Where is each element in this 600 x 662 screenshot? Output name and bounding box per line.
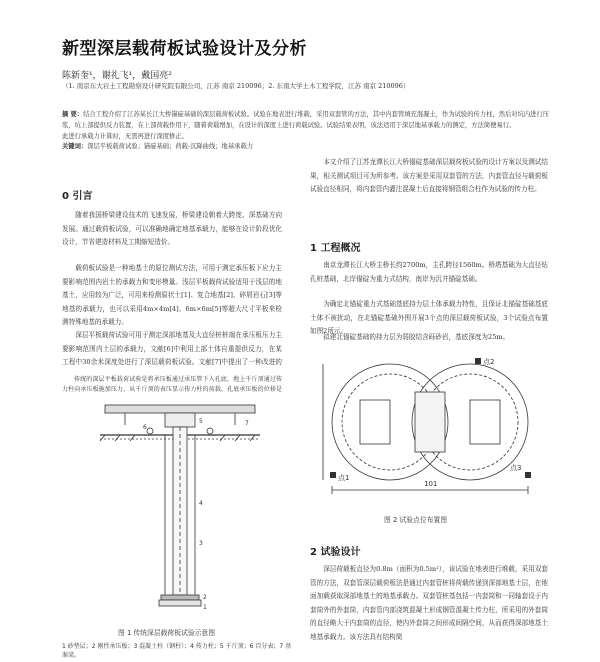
section-1-paragraph-3: 拟建北锚碇基础的持力层为弱胶结含砾砂岩，基底深度为25m。 (323, 333, 510, 341)
section-1-paragraph-2: 为确定北锚碇重力式基础基底持力层土体承载力特性，且保证北锚碇基础基底土体不被扰动，在北锚碇基础外围开展3个点的深层载荷板试验，3个试验点布置如图2所示。 (310, 300, 548, 336)
svg-text:3: 3 (199, 540, 203, 547)
svg-text:4: 4 (199, 500, 203, 507)
keywords-label: 关键词： (62, 143, 88, 150)
abstract (62, 109, 552, 142)
right-paragraph-intro: 本文介绍了江苏龙潭长江大桥锚碇基础深层载荷板试验的设计方案以及测试结果，相关测试项目可为所参考。该方案是采用双套管的方法，内套管直径与载荷板试验直径相同，将内套管内灌注混凝土后直接将钢管组合柱作为试验的传力柱。 (310, 158, 548, 194)
test-point-marker-1 (330, 472, 336, 478)
paper-title: 新型深层载荷板试验设计及分析 (62, 39, 307, 59)
keywords (62, 141, 253, 150)
figure-2-caption: 图 2 试验点位布置图 (384, 516, 448, 524)
figure-1-diagram (95, 395, 265, 625)
test-point-label-1: 点1 (338, 474, 350, 482)
svg-text:6: 6 (143, 424, 147, 431)
intro-paragraph-4: 传统的深层平板载荷试验是将承压板通过承压管下入孔底，地上千斤顶通过传力柱向承压板施加压力，从千斤顶的表压显示传力柱的荷载，孔底承压板的位移是 (62, 376, 282, 393)
intro-paragraph-2: 载荷板试验是一种地基土的原位测试方法，可用于测定承压板下应力主要影响范围内岩土的承载力和变形模量。浅层平板载荷试验适用于浅层的地基土，应用较为广泛，可用来检测原状土[1]、复合地基[2]、碎屑岩石[3]等地基的承载力，也可以采用4m×4m[4]、6m×6m[5]等超大尺寸平板来检测特殊地基的承载力。 (62, 264, 282, 327)
test-point-label-3: 点3 (510, 464, 522, 472)
abstract-label: 摘 要： (62, 111, 84, 118)
svg-text:1: 1 (203, 604, 207, 611)
dimension-label: 101 (424, 480, 438, 488)
affiliation: （1. 南京东大岩土工程勘察设计研究院有限公司，江苏 南京 210096；2. 东南大学土木工程学院，江苏 南京 210096） (62, 82, 410, 90)
figure-1-caption: 图 1 传统深层载荷板试验示意图 (118, 629, 216, 637)
svg-text:7: 7 (245, 420, 249, 427)
intro-paragraph-1: 随着我国桥梁建设技术的飞速发展，桥梁建设朝着大跨度、深基础方向发展。通过载荷板试验，可以准确地确定地基承载力，能够在设计阶段优化设计，节省建造材料及工期缩短造价。 (62, 211, 282, 247)
test-point-marker-3 (525, 472, 531, 478)
svg-text:2: 2 (203, 594, 207, 601)
authors: 陈新奎¹，谢礼飞¹，戴国亮² (62, 71, 172, 81)
section-heading-intro: 0 引言 (62, 191, 93, 202)
keywords-text: 深层平板载荷试验；锚碇基础；荷载-沉降曲线；地基承载力 (87, 143, 254, 150)
abstract-line2: 此进行承载力计算时，无需再进行深度修正。 (62, 133, 188, 140)
test-point-marker-2 (475, 358, 481, 364)
section-heading-1: 1 工程概况 (310, 243, 361, 254)
section-2-paragraph: 深层荷载板直径为0.8m（面积为0.5m²），该试验在地表进行堆载，采用双套管的方法，双套管深层载荷板法是通过内套管桩将荷载传递到深部地基土层，在地面加载获取深部地基土的地基承载力。双套管桩基包括一内套筒和一同轴套设于内套筒外的外套筒，内套管内部浇筑混凝土形成钢管混凝土传力柱，所采用的外套筒的直径略大于内套筒的直径，使内外套筒之间形成间隔空间，从而获得深部地基土地基承载力。该方法具有结构简 (310, 565, 548, 641)
abstract-text: 结合工程介绍了江苏某长江大桥锚碇基础的深层载荷板试验。试验在地表进行堆载，采用双套管的方法，其中内套管填充混凝土，作为试验的传力柱，然后对坑内进行压浆，坑上部提供反力装置，在上部荷载作用下，随着荷载增加，在设计的深度上进行荷载试验。试验结果表明，该法适用于深层地基承载力的测定，方法简便易行。 (62, 111, 550, 129)
test-point-label-2: 点2 (483, 358, 495, 366)
section-heading-2: 2 试验设计 (310, 547, 361, 558)
section-1-paragraph-1: 南京龙潭长江大桥主桥长约2700m，主孔跨径1560m。桥塔基础为大直径钻孔桩基础，北岸锚碇为重力式结构，南岸为沉井锚碇基础。 (310, 261, 548, 283)
figure-2-diagram (320, 350, 540, 510)
svg-text:5: 5 (199, 418, 203, 425)
intro-paragraph-3: 深层平板载荷试验可用于测定深部地基及大直径桩桩端在承压板压力主要影响范围内土层的承载力，文献[6]中利用上部土体自重提供反力，在某工程中30余米深度处进行了深层载荷板试验。文献[7]中提出了一种改进的 (62, 331, 282, 367)
figure-1-legend: 1 砂垫层；2 刚性承压板；3 混凝土柱（钢柱）；4 传力柱；5 千斤顶；6 百分表；7 基准梁。 (62, 643, 292, 659)
